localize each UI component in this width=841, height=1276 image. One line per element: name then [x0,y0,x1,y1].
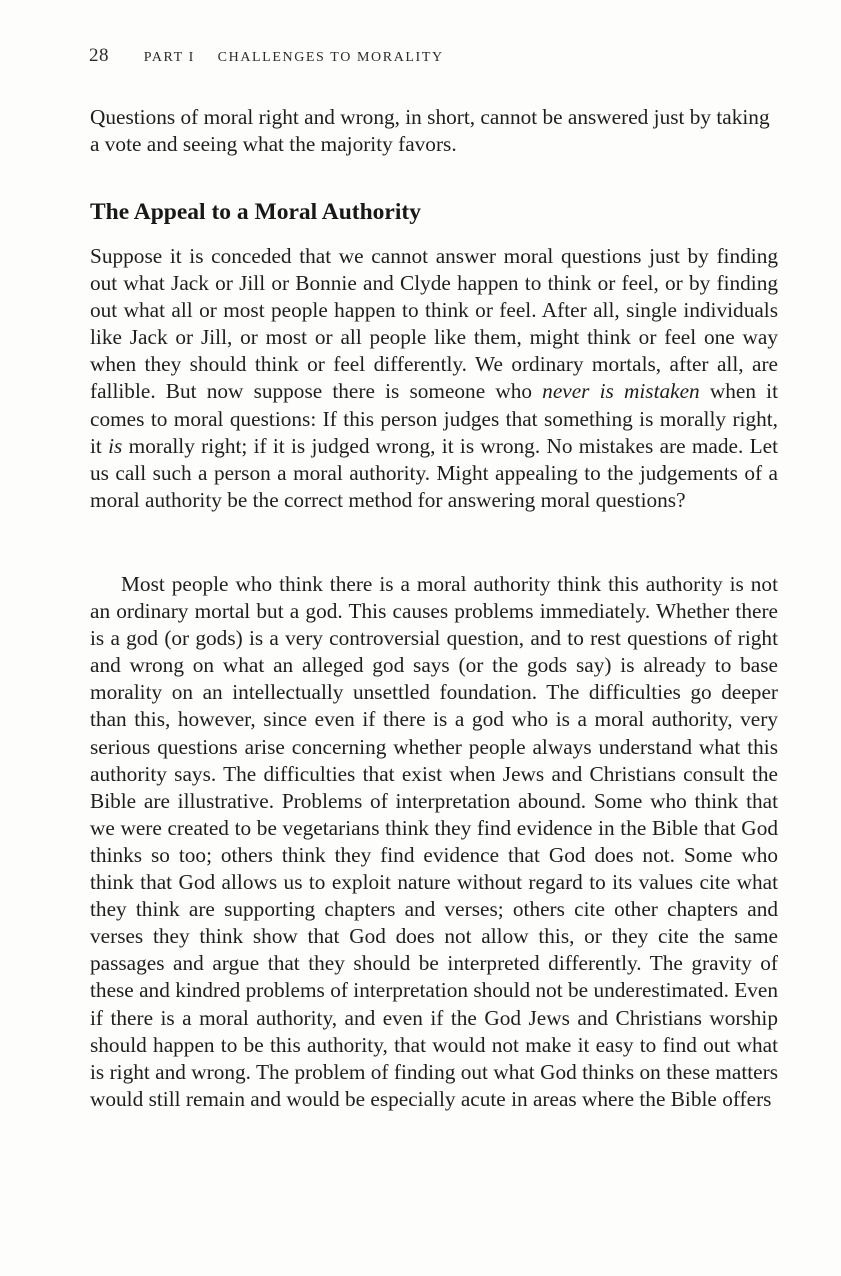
paragraph-1-text-b: when it comes to moral questions: If this person judges that something is morally right, it [90,379,778,458]
paragraph-1-text-c: morally right; if it is judged wrong, it is wrong. No mistakes are made. Let us call such a person a moral authority. Might appealing to the judgements of a moral authority be the correct method for answering moral questions? [90,433,778,512]
body-section-2 [90,571,778,1113]
paragraph-1 [90,243,778,514]
paragraph-2: Most people who think there is a moral authority think this authority is not an ordinary mortal but a god. This causes problems immediately. Whether there is a god (or gods) is a very controversial question, and to rest questions of right and wrong on what an alleged god says (or the gods say) is already to base morality on an intellectually unsettled foundation. The difficulties go deeper than this, however, since even if there is a god who is a moral authority, very serious questions arise concerning whether people always understand what this authority says. The difficulties that exist when Jews and Christians consult the Bible are illustrative. Problems of interpretation abound. Some who think that we were created to be vegetarians think they find evidence in the Bible that God thinks so too; others think they find evidence that God does not. Some who think that God allows us to exploit nature without regard to its values cite what they think are supporting chapters and verses; others cite other chapters and verses they think show that God does not allow this, or they cite the same passages and argue that they should be interpreted differently. The gravity of these and kindred problems of interpretation should not be underestimated. Even if there is a moral authority, and even if the God Jews and Christians worship should happen to be this authority, that would not make it easy to find out what is right and wrong. The problem of finding out what God thinks on these matters would still remain and would be especially acute in areas where the Bible offers [90,572,778,1111]
running-head [89,45,444,67]
part-label: PART I [143,50,195,65]
paragraph-1-emphasis-1: never is mistaken [542,379,700,404]
intro-paragraph: Questions of moral right and wrong, in short, cannot be answered just by taking a vote and seeing what the majority favors. [90,105,770,157]
paragraph-1-emphasis-2: is [108,433,123,458]
page-number: 28 [89,45,109,66]
section-heading: The Appeal to a Moral Authority [90,199,421,225]
intro-section [90,104,778,158]
body-section-1 [90,243,778,514]
paragraph-1-text-a: Suppose it is conceded that we cannot answer moral questions just by finding out what Jack or Jill or Bonnie and Clyde happen to think or feel, or by finding out what all or most people happen to think or feel. After all, single individuals like Jack or Jill, or most or all people like them, might think or feel one way when they should think or feel differently. We ordinary mortals, after all, are fallible. But now suppose there is someone who [90,244,778,404]
chapter-title: CHALLENGES TO MORALITY [217,50,444,65]
